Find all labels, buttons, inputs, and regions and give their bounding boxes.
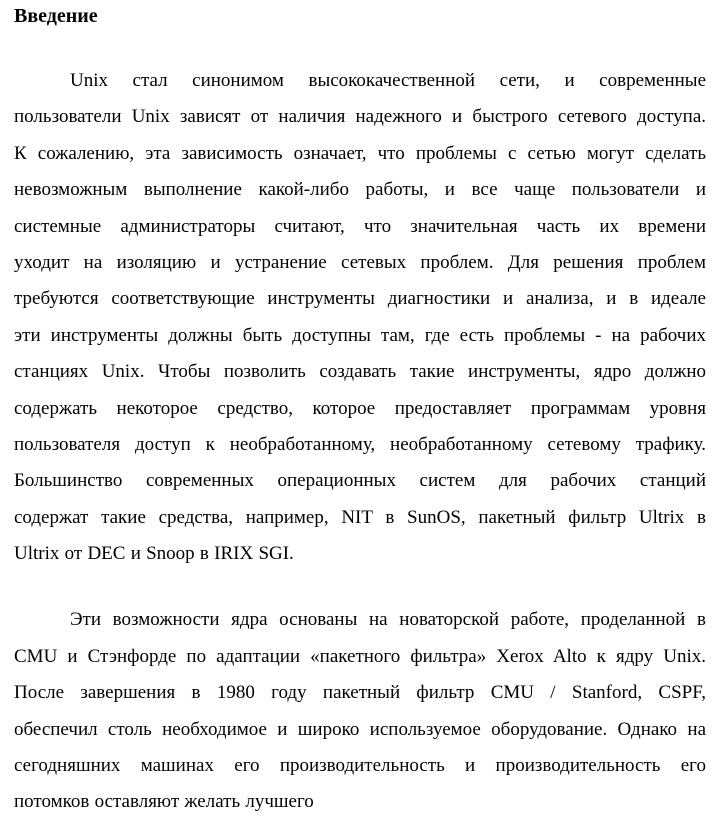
- text-line: уходит на изоляцию и устранение сетевых проблем. Для решения проблем: [14, 251, 706, 273]
- text-line: невозможным выполнение какой-либо работы, и все чаще пользователи и: [14, 179, 706, 201]
- text-line: системные администраторы считают, что значительная часть их времени: [14, 215, 706, 237]
- text-line: потомков оставляют желать лучшего: [14, 791, 314, 813]
- text-line: требуются соответствующие инструменты диагностики и анализа, и в идеале: [14, 288, 706, 310]
- text-line: CMU и Стэнфорде по адаптации «пакетного фильтра» Xerox Alto к ядру Unix.: [14, 645, 706, 667]
- text-line: Большинство современных операционных систем для рабочих станций: [14, 470, 706, 492]
- text-line: содержать некоторое средство, которое предоставляет программам уровня: [14, 397, 706, 419]
- text-line: Ultrix от DEC и Snoop в IRIX SGI.: [14, 543, 294, 565]
- text-line: К сожалению, эта зависимость означает, что проблемы с сетью могут сделать: [14, 142, 706, 164]
- text-line: содержат такие средства, например, NIT в SunOS, пакетный фильтр Ultrix в: [14, 506, 706, 528]
- text-line: обеспечил столь необходимое и широко используемое оборудование. Однако на: [14, 718, 706, 740]
- text-line: пользователя доступ к необработанному, необработанному сетевому трафику.: [14, 433, 706, 455]
- section-heading: Введение: [14, 5, 98, 27]
- text-line: Эти возможности ядра основаны на новаторской работе, проделанной в: [70, 609, 706, 631]
- text-line: эти инструменты должны быть доступны там, где есть проблемы - на рабочих: [14, 324, 706, 346]
- paragraph: [14, 63, 706, 572]
- paragraph: [14, 602, 706, 820]
- text-line: пользователи Unix зависят от наличия надежного и быстрого сетевого доступа.: [14, 106, 706, 128]
- text-line: Unix стал синонимом высококачественной сети, и современные: [70, 70, 706, 91]
- text-line: станциях Unix. Чтобы позволить создавать такие инструменты, ядро должно: [14, 361, 706, 383]
- text-line: После завершения в 1980 году пакетный фильтр CMU / Stanford, CSPF,: [14, 682, 706, 704]
- text-line: сегодняшних машинах его производительность и производительность его: [14, 755, 706, 777]
- document-paragraphs: [14, 63, 706, 821]
